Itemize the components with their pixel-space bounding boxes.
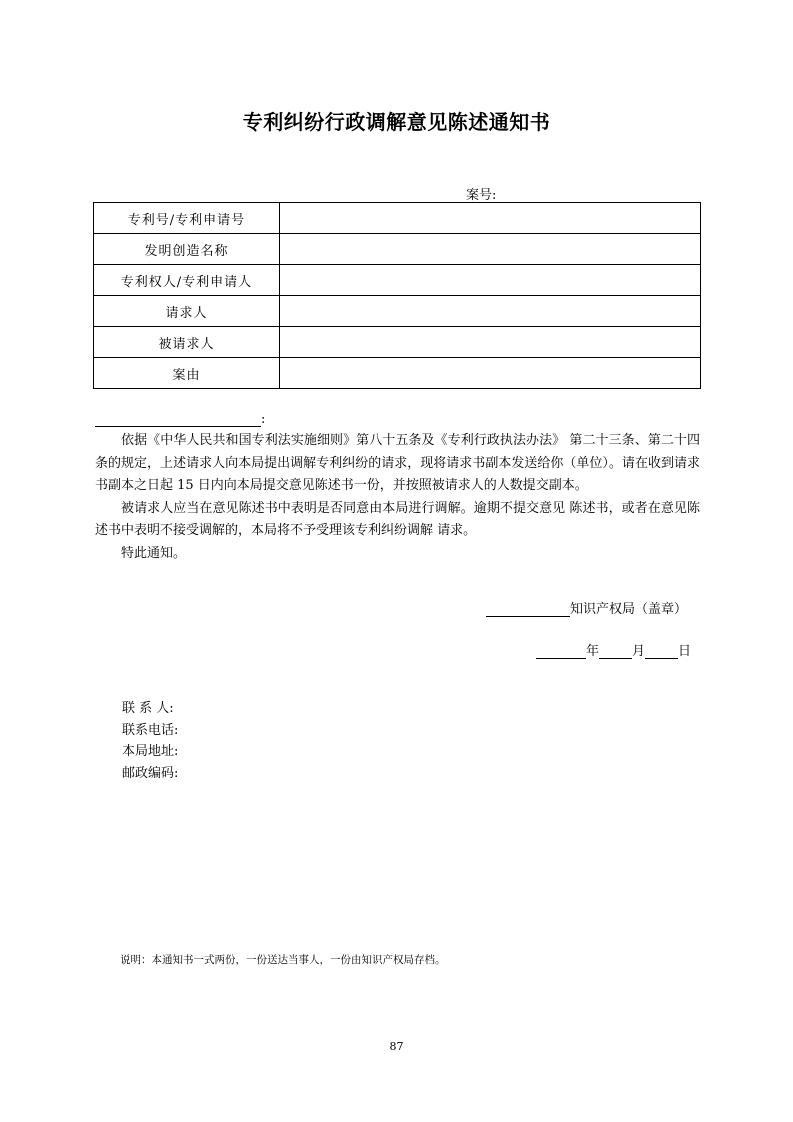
paragraph-legal-basis: 依据《中华人民共和国专利法实施细则》第八十五条及《专利行政执法办法》 第二十三条、第二十四条的规定，上述请求人向本局提出调解专利纠纷的请求，现将请求书副本发送给你（单位）。请在收到请求书副本之日起 15 日内向本局提交意见陈述书一份，并按照被请求人的人数提交副本。	[95, 433, 700, 493]
year-blank[interactable]	[536, 644, 586, 659]
year-label: 年	[586, 644, 600, 659]
addressee-line	[95, 412, 265, 427]
page-number: 87	[389, 1040, 404, 1053]
row-label-patentee: 专利权人/专利申请人	[94, 265, 280, 296]
paragraph-respondent-obligation: 被请求人应当在意见陈述书中表明是否同意由本局进行调解。逾期不提交意见 陈述书，或者在意见陈述书中表明不接受调解的，本局将不予受理该专利纠纷调解 请求。	[95, 500, 700, 538]
table-row	[94, 234, 701, 265]
month-blank[interactable]	[599, 644, 632, 659]
footnote: 说明：本通知书一式两份，一份送达当事人，一份由知识产权局存档。	[120, 954, 446, 966]
seal-blank[interactable]	[486, 602, 570, 617]
addressee-blank[interactable]	[95, 412, 261, 427]
case-info-table	[93, 202, 701, 389]
table-row	[94, 358, 701, 389]
notice-body	[95, 430, 700, 565]
table-row	[94, 203, 701, 234]
row-value-respondent[interactable]	[280, 327, 701, 358]
document-title: 专利纠纷行政调解意见陈述通知书	[242, 110, 551, 134]
row-label-respondent: 被请求人	[94, 327, 280, 358]
addressee-colon: :	[261, 412, 266, 427]
paragraph-closing: 特此通知。	[121, 545, 187, 561]
row-value-requester[interactable]	[280, 296, 701, 327]
row-value-patent-no[interactable]	[280, 203, 701, 234]
row-label-cause: 案由	[94, 358, 280, 389]
case-number-label: 案号:	[466, 188, 497, 203]
table-row	[94, 327, 701, 358]
contact-person-label: 联 系 人:	[122, 701, 174, 716]
seal-line	[486, 598, 687, 617]
office-address-label: 本局地址:	[122, 744, 179, 759]
row-label-patent-no: 专利号/专利申请号	[94, 203, 280, 234]
table-row	[94, 296, 701, 327]
day-label: 日	[678, 644, 692, 659]
postcode-label: 邮政编码:	[122, 765, 179, 781]
table-row	[94, 265, 701, 296]
row-label-requester: 请求人	[94, 296, 280, 327]
seal-text: 知识产权局（盖章）	[570, 602, 688, 617]
month-label: 月	[632, 644, 646, 659]
contact-phone-label: 联系电话:	[122, 722, 179, 738]
row-value-cause[interactable]	[280, 358, 701, 389]
date-line	[536, 640, 691, 659]
row-value-invention-name[interactable]	[280, 234, 701, 265]
row-label-invention-name: 发明创造名称	[94, 234, 280, 265]
contact-block	[122, 698, 178, 784]
day-blank[interactable]	[645, 644, 678, 659]
row-value-patentee[interactable]	[280, 265, 701, 296]
